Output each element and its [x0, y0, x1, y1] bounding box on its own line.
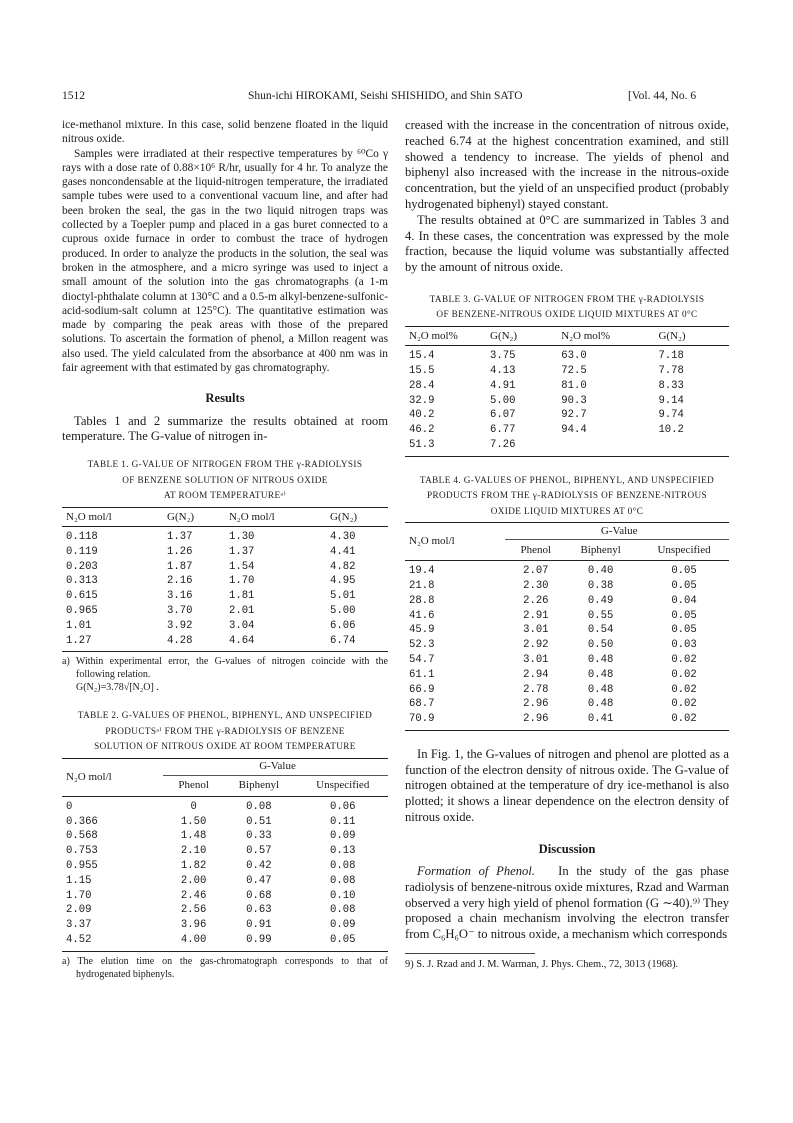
table-caption: PRODUCTSᵃ⁾ FROM THE γ-RADIOLYSIS OF BENZENE	[105, 725, 345, 736]
table-cell: 46.2	[409, 424, 435, 437]
table-row	[405, 379, 729, 394]
table-cell: 1.54	[228, 560, 255, 573]
table-row	[405, 438, 729, 453]
table-cell: 0.955	[66, 860, 98, 873]
table-row	[62, 859, 388, 874]
table-cell: 3.04	[228, 619, 255, 632]
header-journal: [Vol. 44, No. 6	[628, 90, 697, 102]
table-cell: 9.74	[658, 409, 684, 422]
table-cell: 3.01	[523, 654, 549, 667]
table-caption: SOLUTION OF NITROUS OXIDE AT ROOM TEMPERATURE	[94, 741, 356, 752]
table-cell: 7.18	[658, 350, 684, 363]
table-cell: 0.313	[66, 575, 98, 588]
table-cell: 2.10	[180, 845, 207, 858]
table-cell: 0.42	[246, 860, 272, 873]
column-header: N₂O mol%	[561, 329, 611, 342]
table-cell: 8.33	[658, 379, 684, 392]
table-cell: 1.15	[66, 874, 92, 887]
left-column	[62, 118, 388, 981]
table-cell: 15.5	[409, 365, 435, 378]
results-heading: Results	[205, 391, 245, 406]
table-cell: 0.05	[671, 580, 697, 593]
table-cell: 5.01	[330, 590, 356, 603]
table-cell: 6.77	[490, 424, 516, 437]
table-cell: 7.26	[490, 439, 516, 451]
table-cell: 1.27	[66, 634, 92, 647]
table-cell: 3.70	[167, 604, 193, 617]
reference: 9) S. J. Rzad and J. M. Warman, J. Phys. Chem., 72, 3013 (1968).	[405, 959, 679, 971]
body-paragraph: Tables 1 and 2 summarize the results obtained at room temperature. The G-value of nitrogen in-	[62, 413, 388, 444]
table-cell: 3.37	[66, 919, 92, 932]
table-row	[62, 796, 388, 814]
column-header: Phenol	[163, 775, 220, 796]
table-cell: 15.4	[409, 350, 435, 363]
table-cell: 63.0	[561, 350, 587, 363]
table-cell: 0.63	[246, 904, 272, 917]
body-paragraph: In Fig. 1, the G-values of nitrogen and phenol are plotted as a function of the electron density of nitrous oxide. The G-value of nitrogen obtained at the temperature of dry ice-methanol is also plotted; it shows a linear dependence on the electron density of nitrous oxide.	[405, 746, 729, 824]
table-cell: 72.5	[561, 365, 587, 378]
table-cell	[654, 438, 729, 453]
table-cell: 2.96	[523, 713, 549, 726]
table-row	[62, 933, 388, 948]
table-cell: 7.78	[658, 365, 684, 378]
table-cell: 54.7	[409, 654, 435, 667]
table-cell: 0.48	[587, 683, 614, 696]
table-cell: 66.9	[409, 683, 435, 696]
table-cell: 0.50	[587, 639, 614, 652]
table-row	[62, 526, 388, 544]
table-caption: PRODUCTS FROM THE γ-RADIOLYSIS OF BENZENE-NITROUS	[426, 490, 708, 501]
table-cell: 0.41	[587, 713, 614, 726]
table-cell: 0.49	[587, 594, 614, 607]
table-cell: 0.366	[66, 815, 98, 828]
column-header: N₂O mol%	[409, 329, 458, 342]
table-cell: 10.2	[658, 424, 684, 437]
table-cell: 4.91	[490, 379, 516, 392]
column-header: N₂O mol/l	[228, 510, 275, 523]
table-cell: 0.568	[66, 830, 98, 843]
table-row	[62, 633, 388, 648]
table-caption: OF BENZENE-NITROUS OXIDE LIQUID MIXTURES AT 0°C	[436, 309, 698, 320]
table-row	[405, 697, 729, 712]
table-cell: 0.09	[330, 830, 356, 843]
table-cell: 4.00	[180, 934, 207, 947]
column-header: N₂O mol/l	[66, 770, 112, 783]
column-header: N₂O mol/l	[409, 535, 455, 548]
table-cell: 2.00	[180, 874, 207, 887]
column-header: G(N₂)	[167, 510, 195, 523]
table-cell: 1.37	[228, 545, 255, 558]
table-cell: 1.82	[180, 860, 207, 873]
table-row	[405, 393, 729, 408]
table-cell: 2.96	[523, 698, 549, 711]
table-cell: 0.40	[587, 565, 614, 578]
table-row	[405, 682, 729, 697]
table-cell: 19.4	[409, 565, 435, 578]
table-cell: 0.11	[330, 815, 356, 828]
table-cell: 2.30	[523, 580, 549, 593]
table-cell: 2.78	[523, 683, 549, 696]
table-cell: 0.05	[671, 609, 697, 622]
table-cell: 0.02	[671, 654, 697, 667]
table-cell: 0.48	[587, 698, 614, 711]
table-cell: 2.46	[180, 889, 207, 902]
table-caption: TABLE 3. G-VALUE OF NITROGEN FROM THE γ-RADIOLYSIS	[429, 293, 705, 304]
table-cell: 1.01	[66, 619, 92, 632]
table-row	[405, 423, 729, 438]
body-paragraph: The results obtained at 0°C are summarized in Tables 3 and 4. In these cases, the concentration was expressed by the mole fraction, because the liquid volume was substantially affected by the amount of nitrous oxide.	[405, 212, 729, 275]
running-header	[0, 90, 793, 106]
column-header: Biphenyl	[562, 540, 635, 561]
table-cell: 5.00	[330, 604, 356, 617]
table-cell: 40.2	[409, 409, 435, 422]
table-cell: 4.82	[330, 560, 356, 573]
table-cell: 0.02	[671, 668, 697, 681]
table-row	[405, 608, 729, 623]
table-caption: TABLE 1. G-VALUE OF NITROGEN FROM THE γ-RADIOLYSIS	[87, 459, 363, 470]
table-cell: 0.03	[671, 639, 697, 652]
table-cell: 1.70	[66, 889, 92, 902]
table-row	[62, 844, 388, 859]
table-row	[62, 559, 388, 574]
table-3	[405, 292, 729, 457]
table-cell: 0.08	[330, 874, 356, 887]
table-cell: 0.13	[330, 845, 356, 858]
table-cell: 0.08	[246, 800, 272, 813]
table-footnote: a) Within experimental error, the G-values of nitrogen coincide with the following relation.	[62, 656, 388, 681]
table-cell: 0.33	[246, 830, 272, 843]
table-row	[62, 574, 388, 589]
table-cell: 1.87	[167, 560, 193, 573]
table-cell: 32.9	[409, 394, 435, 407]
table-cell: 68.7	[409, 698, 435, 711]
table-cell: 0.48	[587, 668, 614, 681]
table-cell: 0.54	[587, 624, 614, 637]
table-row	[405, 579, 729, 594]
table-cell: 2.01	[228, 604, 255, 617]
column-header: G(N₂)	[330, 510, 358, 523]
table-row	[405, 594, 729, 609]
table-cell: 1.37	[167, 530, 193, 543]
table-cell: 0.10	[330, 889, 356, 902]
table-row	[62, 829, 388, 844]
table-row	[62, 814, 388, 829]
table-row	[62, 604, 388, 619]
table-cell: 0.55	[587, 609, 614, 622]
table-cell: 0.91	[246, 919, 272, 932]
table-cell: 0.38	[587, 580, 614, 593]
table-2	[62, 708, 388, 980]
table-cell: 45.9	[409, 624, 435, 637]
column-header: Unspecified	[635, 540, 729, 561]
table-cell: 3.92	[167, 619, 193, 632]
body-paragraph: ice-methanol mixture. In this case, solid benzene floated in the liquid nitrous oxide.	[62, 119, 388, 146]
table-cell: 41.6	[409, 609, 435, 622]
table-cell: 52.3	[409, 639, 435, 652]
table-caption: AT ROOM TEMPERATUREᵃ⁾	[163, 490, 287, 501]
table-cell: 0.05	[671, 624, 697, 637]
table-cell: 0.99	[246, 934, 272, 947]
table-row	[62, 619, 388, 634]
table-caption: OF BENZENE SOLUTION OF NITROUS OXIDE	[122, 474, 328, 485]
table-cell: 0.04	[671, 594, 697, 607]
table-cell: 0.57	[246, 845, 272, 858]
table-cell: 0.08	[330, 904, 356, 917]
table-cell: 0.02	[671, 713, 697, 726]
table-cell: 2.94	[523, 668, 549, 681]
column-header: Unspecified	[294, 775, 389, 796]
table-row	[62, 545, 388, 560]
table-caption: OXIDE LIQUID MIXTURES AT 0°C	[490, 505, 644, 516]
table-cell: 0.203	[66, 560, 98, 573]
table-cell: 28.4	[409, 379, 435, 392]
table-1	[62, 457, 388, 694]
table-cell: 4.41	[330, 545, 356, 558]
table-cell: 2.09	[66, 904, 92, 917]
table-cell: 2.16	[167, 575, 193, 588]
table-row	[62, 589, 388, 604]
column-header: Phenol	[505, 540, 562, 561]
table-cell: 51.3	[409, 439, 435, 451]
column-header: G(N₂)	[658, 329, 686, 342]
right-column	[405, 118, 729, 971]
column-header: G(N₂)	[490, 329, 518, 342]
table-cell: 0.08	[330, 860, 356, 873]
table-row	[405, 712, 729, 727]
body-paragraph: creased with the increase in the concentration of nitrous oxide, reached 6.74 at the highest concentration examined, and still showed a tendency to increase. The yields of phenol and biphenyl also increased with the increase in the nitrous-oxide concentration, but the yield of an unspecified product (probably hydrogenated biphenyl) stayed constant.	[405, 118, 729, 211]
table-cell: 1.30	[228, 530, 255, 543]
table-row	[62, 918, 388, 933]
table-cell: 5.00	[490, 394, 516, 407]
table-cell: 2.07	[523, 565, 549, 578]
table-footnote-formula: G(N₂)=3.78√[N₂O] .	[76, 682, 159, 694]
table-cell: 0.965	[66, 604, 98, 617]
table-cell: 90.3	[561, 394, 587, 407]
table-caption: TABLE 4. G-VALUES OF PHENOL, BIPHENYL, AND UNSPECIFIED	[419, 474, 715, 485]
table-row	[405, 408, 729, 423]
paragraph-text: In the study of the gas phase radiolysis of benzene-nitrous oxide mixtures, Rzad and Warman observed a very high yield of phenol formation (G ∼40).⁹⁾ They proposed a chain mechanism involving the electron transfer from C₆H₆O⁻ to nitrous oxide, a mechanism which corresponds	[405, 864, 729, 942]
table-row	[62, 874, 388, 889]
table-cell: 6.06	[330, 619, 356, 632]
table-cell: 81.0	[561, 379, 587, 392]
table-row	[405, 623, 729, 638]
table-cell: 0	[190, 800, 197, 813]
table-cell: 6.74	[330, 634, 356, 647]
table-row	[62, 888, 388, 903]
table-cell: 0.02	[671, 683, 697, 696]
table-footnote: a) The elution time on the gas-chromatograph corresponds to that of hydrogenated biphenyls.	[62, 955, 388, 980]
table-cell: 4.28	[167, 634, 193, 647]
table-cell: 1.50	[180, 815, 207, 828]
table-cell: 0.118	[66, 530, 98, 543]
table-cell: 0	[66, 800, 73, 813]
table-row	[405, 653, 729, 668]
table-cell: 1.48	[180, 830, 207, 843]
table-cell: 3.75	[490, 350, 516, 363]
table-cell: 0.02	[671, 698, 697, 711]
table-cell: 3.16	[167, 590, 193, 603]
table-cell: 9.14	[658, 394, 684, 407]
table-cell: 0.48	[587, 654, 614, 667]
table-cell: 6.07	[490, 409, 516, 422]
table-cell: 0.68	[246, 889, 272, 902]
table-cell: 70.9	[409, 713, 435, 726]
table-cell: 3.96	[180, 919, 207, 932]
table-cell: 1.70	[228, 575, 255, 588]
table-cell: 0.119	[66, 545, 98, 558]
body-paragraph: Samples were irradiated at their respective temperatures by ⁶⁰Co γ rays with a dose rate of 0.88×10⁶ R/hr, usually for 4 hr. To analyze the gases noncondensable at the liquid-nitrogen temperature, the irradiated sample tubes were used to a conventional vacuum line, and after had been broken the seal, the gas in the two liquid nitrogen traps was collected by a Toepler pump and placed in a gas buret connected to a cuprous oxide furnace in order to combust the trace of hydrogen produced. In order to analyze the products in the solution, the seal was broken in the atmosphere, and a micro syringe was used to inject a small amount of the solution into the gas chromatographs (a 1-m dioctyl-phthalate column at 130°C and a 0.5-m alkyl-benzene-sulfonic-acid-sodium-salt column at 125°C). The quantitative estimation was made by comparing the peak areas with those of the prepared solutions. To ascertain the formation of phenol, a Millon reagent was also used. The yield calculated from the absorbance at 400 nm was in fair agreement with that estimated by gas chromatography.	[62, 147, 388, 375]
column-header: N₂O mol/l	[66, 510, 112, 523]
table-cell: 0.05	[330, 934, 356, 947]
table-cell: 0.09	[330, 919, 356, 932]
table-cell: 0.51	[246, 815, 272, 828]
table-cell: 0.615	[66, 590, 98, 603]
table-row	[405, 345, 729, 363]
table-cell: 0.47	[246, 874, 272, 887]
body-paragraph	[405, 864, 729, 943]
table-cell	[557, 438, 654, 453]
table-cell: 4.95	[330, 575, 356, 588]
table-cell: 4.13	[490, 365, 516, 378]
table-cell: 1.81	[228, 590, 255, 603]
table-4	[405, 473, 729, 731]
table-cell: 3.01	[523, 624, 549, 637]
table-cell: 4.52	[66, 934, 92, 947]
table-row	[62, 903, 388, 918]
table-cell: 61.1	[409, 668, 435, 681]
table-cell: 0.06	[330, 800, 356, 813]
subsection-lead: Formation of Phenol.	[417, 864, 535, 879]
table-cell: 1.26	[167, 545, 193, 558]
table-cell: 2.91	[523, 609, 549, 622]
table-cell: 2.92	[523, 639, 549, 652]
page-number: 1512	[62, 90, 85, 102]
table-cell: 0.753	[66, 845, 98, 858]
group-header: G-Value	[600, 524, 638, 537]
table-row	[405, 638, 729, 653]
column-header: Biphenyl	[220, 775, 293, 796]
table-cell: 4.64	[228, 634, 255, 647]
table-cell: 21.8	[409, 580, 435, 593]
table-row	[405, 364, 729, 379]
table-row	[405, 668, 729, 683]
table-cell: 92.7	[561, 409, 587, 422]
group-header: G-Value	[259, 760, 296, 773]
table-cell: 4.30	[330, 530, 356, 543]
discussion-heading: Discussion	[538, 841, 596, 856]
header-authors: Shun-ichi HIROKAMI, Seishi SHISHIDO, and Shin SATO	[248, 90, 523, 102]
table-caption: TABLE 2. G-VALUES OF PHENOL, BIPHENYL, AND UNSPECIFIED	[77, 710, 373, 721]
table-cell: 0.05	[671, 565, 697, 578]
table-cell: 94.4	[561, 424, 587, 437]
table-cell: 2.26	[523, 594, 549, 607]
table-cell: 28.8	[409, 594, 435, 607]
table-cell: 2.56	[180, 904, 207, 917]
table-row	[405, 561, 729, 579]
